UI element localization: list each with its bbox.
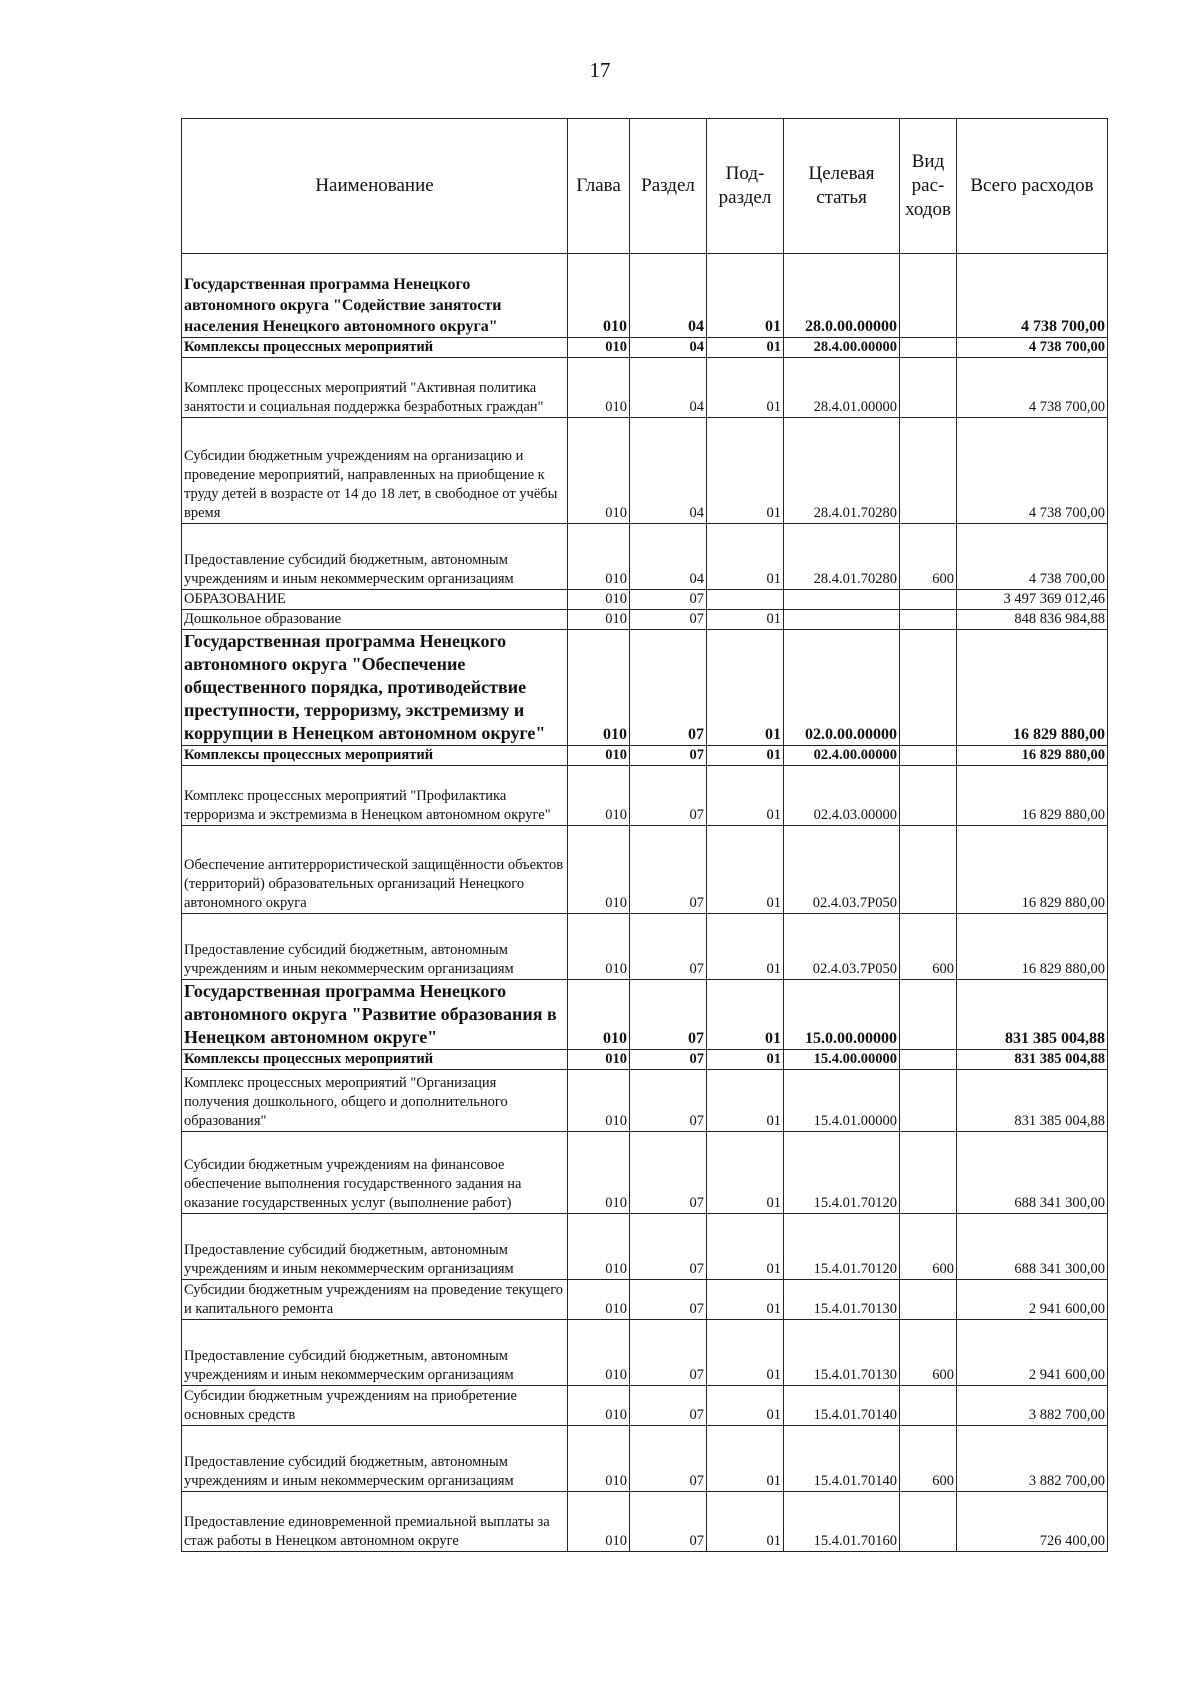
cell-statya: 28.4.01.00000 xyxy=(784,358,900,418)
table-row xyxy=(182,746,1108,766)
header-vid: Вид рас- ходов xyxy=(900,119,957,254)
table-row xyxy=(182,524,1108,590)
cell-statya: 28.4.00.00000 xyxy=(784,338,900,358)
cell-podrazdel: 01 xyxy=(707,1132,784,1214)
cell-statya: 15.4.01.00000 xyxy=(784,1070,900,1132)
cell-statya: 15.4.00.00000 xyxy=(784,1050,900,1070)
cell-razdel: 07 xyxy=(630,766,707,826)
cell-total: 16 829 880,00 xyxy=(957,630,1108,746)
cell-statya xyxy=(784,590,900,610)
cell-total: 831 385 004,88 xyxy=(957,1070,1108,1132)
cell-glava: 010 xyxy=(568,610,630,630)
cell-podrazdel: 01 xyxy=(707,1280,784,1320)
cell-name: Субсидии бюджетным учреждениям на приобретение основных средств xyxy=(182,1386,568,1426)
cell-statya: 02.4.03.00000 xyxy=(784,766,900,826)
cell-razdel: 07 xyxy=(630,1426,707,1492)
header-podrazdel: Под- раздел xyxy=(707,119,784,254)
header-glava: Глава xyxy=(568,119,630,254)
cell-total: 831 385 004,88 xyxy=(957,1050,1108,1070)
table-row xyxy=(182,1320,1108,1386)
cell-podrazdel: 01 xyxy=(707,1070,784,1132)
cell-statya: 15.4.01.70130 xyxy=(784,1280,900,1320)
table-row xyxy=(182,338,1108,358)
cell-podrazdel: 01 xyxy=(707,358,784,418)
cell-razdel: 07 xyxy=(630,590,707,610)
cell-razdel: 07 xyxy=(630,610,707,630)
cell-podrazdel: 01 xyxy=(707,418,784,524)
cell-razdel: 07 xyxy=(630,1386,707,1426)
table-row xyxy=(182,1386,1108,1426)
cell-name: Комплекс процессных мероприятий "Активная политика занятости и социальная поддержка безработных граждан" xyxy=(182,358,568,418)
table-row xyxy=(182,1492,1108,1552)
cell-podrazdel: 01 xyxy=(707,610,784,630)
cell-razdel: 07 xyxy=(630,746,707,766)
cell-vid: 600 xyxy=(900,524,957,590)
cell-statya: 02.0.00.00000 xyxy=(784,630,900,746)
cell-podrazdel: 01 xyxy=(707,524,784,590)
cell-razdel: 04 xyxy=(630,358,707,418)
cell-total: 688 341 300,00 xyxy=(957,1214,1108,1280)
cell-podrazdel: 01 xyxy=(707,1050,784,1070)
cell-vid: 600 xyxy=(900,1214,957,1280)
cell-total: 4 738 700,00 xyxy=(957,358,1108,418)
cell-name: Субсидии бюджетным учреждениям на проведение текущего и капитального ремонта xyxy=(182,1280,568,1320)
table-row xyxy=(182,254,1108,338)
cell-vid xyxy=(900,630,957,746)
cell-podrazdel: 01 xyxy=(707,1492,784,1552)
cell-name: Комплексы процессных мероприятий xyxy=(182,746,568,766)
table-header-row xyxy=(182,119,1108,254)
cell-vid: 600 xyxy=(900,1320,957,1386)
cell-razdel: 04 xyxy=(630,338,707,358)
cell-glava: 010 xyxy=(568,1492,630,1552)
cell-statya: 15.4.01.70140 xyxy=(784,1386,900,1426)
cell-name: Государственная программа Ненецкого автономного округа "Содействие занятости населения Ненецкого автономного округа" xyxy=(182,254,568,338)
cell-razdel: 07 xyxy=(630,1132,707,1214)
cell-name: Комплекс процессных мероприятий "Организация получения дошкольного, общего и дополнительного образования" xyxy=(182,1070,568,1132)
cell-razdel: 07 xyxy=(630,914,707,980)
cell-total: 16 829 880,00 xyxy=(957,746,1108,766)
cell-name: Предоставление субсидий бюджетным, автономным учреждениям и иным некоммерческим организациям xyxy=(182,1320,568,1386)
cell-glava: 010 xyxy=(568,1070,630,1132)
cell-name: Государственная программа Ненецкого автономного округа "Развитие образования в Ненецком автономном округе" xyxy=(182,980,568,1050)
cell-statya: 15.0.00.00000 xyxy=(784,980,900,1050)
cell-name: ОБРАЗОВАНИЕ xyxy=(182,590,568,610)
cell-razdel: 07 xyxy=(630,826,707,914)
cell-podrazdel: 01 xyxy=(707,746,784,766)
cell-razdel: 04 xyxy=(630,418,707,524)
cell-name: Предоставление субсидий бюджетным, автономным учреждениям и иным некоммерческим организациям xyxy=(182,1426,568,1492)
cell-total: 726 400,00 xyxy=(957,1492,1108,1552)
cell-statya: 28.0.00.00000 xyxy=(784,254,900,338)
table-row xyxy=(182,766,1108,826)
table-row xyxy=(182,630,1108,746)
cell-total: 848 836 984,88 xyxy=(957,610,1108,630)
cell-vid xyxy=(900,254,957,338)
cell-name: Обеспечение антитеррористической защищённости объектов (территорий) образовательных организаций Ненецкого автономного округа xyxy=(182,826,568,914)
cell-name: Комплекс процессных мероприятий "Профилактика терроризма и экстремизма в Ненецком автономном округе" xyxy=(182,766,568,826)
cell-total: 2 941 600,00 xyxy=(957,1320,1108,1386)
cell-vid xyxy=(900,1070,957,1132)
table-body xyxy=(182,254,1108,1552)
cell-name: Дошкольное образование xyxy=(182,610,568,630)
cell-podrazdel: 01 xyxy=(707,254,784,338)
cell-total: 3 882 700,00 xyxy=(957,1386,1108,1426)
cell-razdel: 07 xyxy=(630,980,707,1050)
cell-total: 4 738 700,00 xyxy=(957,254,1108,338)
cell-glava: 010 xyxy=(568,746,630,766)
cell-glava: 010 xyxy=(568,524,630,590)
cell-podrazdel: 01 xyxy=(707,766,784,826)
cell-total: 16 829 880,00 xyxy=(957,914,1108,980)
cell-statya: 15.4.01.70120 xyxy=(784,1214,900,1280)
cell-vid xyxy=(900,610,957,630)
cell-glava: 010 xyxy=(568,826,630,914)
cell-name: Государственная программа Ненецкого автономного округа "Обеспечение общественного порядка, противодействие преступности, терроризму, экстремизму и коррупции в Ненецком автономном округе" xyxy=(182,630,568,746)
cell-statya: 02.4.03.7Р050 xyxy=(784,914,900,980)
table-row xyxy=(182,590,1108,610)
cell-podrazdel: 01 xyxy=(707,1320,784,1386)
cell-total: 4 738 700,00 xyxy=(957,524,1108,590)
cell-total: 831 385 004,88 xyxy=(957,980,1108,1050)
cell-vid xyxy=(900,980,957,1050)
cell-vid xyxy=(900,746,957,766)
cell-name: Субсидии бюджетным учреждениям на финансовое обеспечение выполнения государственного задания на оказание государственных услуг (выполнение работ) xyxy=(182,1132,568,1214)
page-number: 17 xyxy=(589,58,611,82)
table-row xyxy=(182,1280,1108,1320)
cell-name: Предоставление субсидий бюджетным, автономным учреждениям и иным некоммерческим организациям xyxy=(182,524,568,590)
cell-glava: 010 xyxy=(568,1132,630,1214)
cell-razdel: 04 xyxy=(630,524,707,590)
cell-statya: 02.4.00.00000 xyxy=(784,746,900,766)
cell-total: 16 829 880,00 xyxy=(957,766,1108,826)
cell-podrazdel: 01 xyxy=(707,338,784,358)
cell-podrazdel: 01 xyxy=(707,914,784,980)
cell-razdel: 07 xyxy=(630,1214,707,1280)
cell-vid: 600 xyxy=(900,914,957,980)
cell-glava: 010 xyxy=(568,358,630,418)
cell-razdel: 07 xyxy=(630,1320,707,1386)
cell-vid xyxy=(900,1280,957,1320)
cell-podrazdel xyxy=(707,590,784,610)
cell-glava: 010 xyxy=(568,630,630,746)
cell-glava: 010 xyxy=(568,1280,630,1320)
cell-glava: 010 xyxy=(568,254,630,338)
cell-statya: 02.4.03.7Р050 xyxy=(784,826,900,914)
cell-total: 3 497 369 012,46 xyxy=(957,590,1108,610)
header-name: Наименование xyxy=(182,119,568,254)
cell-statya: 15.4.01.70120 xyxy=(784,1132,900,1214)
cell-podrazdel: 01 xyxy=(707,826,784,914)
cell-vid: 600 xyxy=(900,1426,957,1492)
cell-statya: 28.4.01.70280 xyxy=(784,418,900,524)
cell-vid xyxy=(900,418,957,524)
cell-glava: 010 xyxy=(568,766,630,826)
cell-podrazdel: 01 xyxy=(707,980,784,1050)
table-row xyxy=(182,1426,1108,1492)
cell-name: Предоставление субсидий бюджетным, автономным учреждениям и иным некоммерческим организациям xyxy=(182,914,568,980)
cell-podrazdel: 01 xyxy=(707,1214,784,1280)
cell-total: 2 941 600,00 xyxy=(957,1280,1108,1320)
cell-glava: 010 xyxy=(568,1214,630,1280)
table-row xyxy=(182,610,1108,630)
cell-name: Субсидии бюджетным учреждениям на организацию и проведение мероприятий, направленных на приобщение к труду детей в возрасте от 14 до 18 лет, в свободное от учёбы время xyxy=(182,418,568,524)
table-row xyxy=(182,980,1108,1050)
header-total: Всего расходов xyxy=(957,119,1108,254)
cell-glava: 010 xyxy=(568,1426,630,1492)
cell-name: Комплексы процессных мероприятий xyxy=(182,1050,568,1070)
cell-podrazdel: 01 xyxy=(707,1426,784,1492)
budget-table xyxy=(181,118,1108,1552)
table-row xyxy=(182,1214,1108,1280)
cell-total: 4 738 700,00 xyxy=(957,418,1108,524)
cell-total: 688 341 300,00 xyxy=(957,1132,1108,1214)
cell-statya: 15.4.01.70140 xyxy=(784,1426,900,1492)
cell-razdel: 04 xyxy=(630,254,707,338)
cell-name: Предоставление единовременной премиальной выплаты за стаж работы в Ненецком автономном округе xyxy=(182,1492,568,1552)
table-row xyxy=(182,358,1108,418)
cell-glava: 010 xyxy=(568,338,630,358)
cell-vid xyxy=(900,1492,957,1552)
cell-glava: 010 xyxy=(568,418,630,524)
cell-glava: 010 xyxy=(568,1050,630,1070)
cell-razdel: 07 xyxy=(630,1050,707,1070)
table-row xyxy=(182,418,1108,524)
cell-name: Предоставление субсидий бюджетным, автономным учреждениям и иным некоммерческим организациям xyxy=(182,1214,568,1280)
cell-statya: 15.4.01.70160 xyxy=(784,1492,900,1552)
cell-vid xyxy=(900,1132,957,1214)
table-row xyxy=(182,914,1108,980)
cell-statya: 15.4.01.70130 xyxy=(784,1320,900,1386)
cell-vid xyxy=(900,590,957,610)
header-razdel: Раздел xyxy=(630,119,707,254)
cell-statya: 28.4.01.70280 xyxy=(784,524,900,590)
table-row xyxy=(182,826,1108,914)
cell-vid xyxy=(900,826,957,914)
cell-razdel: 07 xyxy=(630,1492,707,1552)
cell-razdel: 07 xyxy=(630,630,707,746)
table-row xyxy=(182,1050,1108,1070)
cell-razdel: 07 xyxy=(630,1070,707,1132)
cell-glava: 010 xyxy=(568,1386,630,1426)
header-statya: Целевая статья xyxy=(784,119,900,254)
cell-vid xyxy=(900,766,957,826)
cell-podrazdel: 01 xyxy=(707,1386,784,1426)
cell-podrazdel: 01 xyxy=(707,630,784,746)
cell-glava: 010 xyxy=(568,590,630,610)
cell-glava: 010 xyxy=(568,914,630,980)
cell-vid xyxy=(900,338,957,358)
cell-statya xyxy=(784,610,900,630)
table-row xyxy=(182,1070,1108,1132)
cell-vid xyxy=(900,1386,957,1426)
cell-razdel: 07 xyxy=(630,1280,707,1320)
cell-total: 4 738 700,00 xyxy=(957,338,1108,358)
table-row xyxy=(182,1132,1108,1214)
cell-vid xyxy=(900,358,957,418)
cell-total: 3 882 700,00 xyxy=(957,1426,1108,1492)
cell-name: Комплексы процессных мероприятий xyxy=(182,338,568,358)
cell-total: 16 829 880,00 xyxy=(957,826,1108,914)
cell-vid xyxy=(900,1050,957,1070)
cell-glava: 010 xyxy=(568,980,630,1050)
cell-glava: 010 xyxy=(568,1320,630,1386)
